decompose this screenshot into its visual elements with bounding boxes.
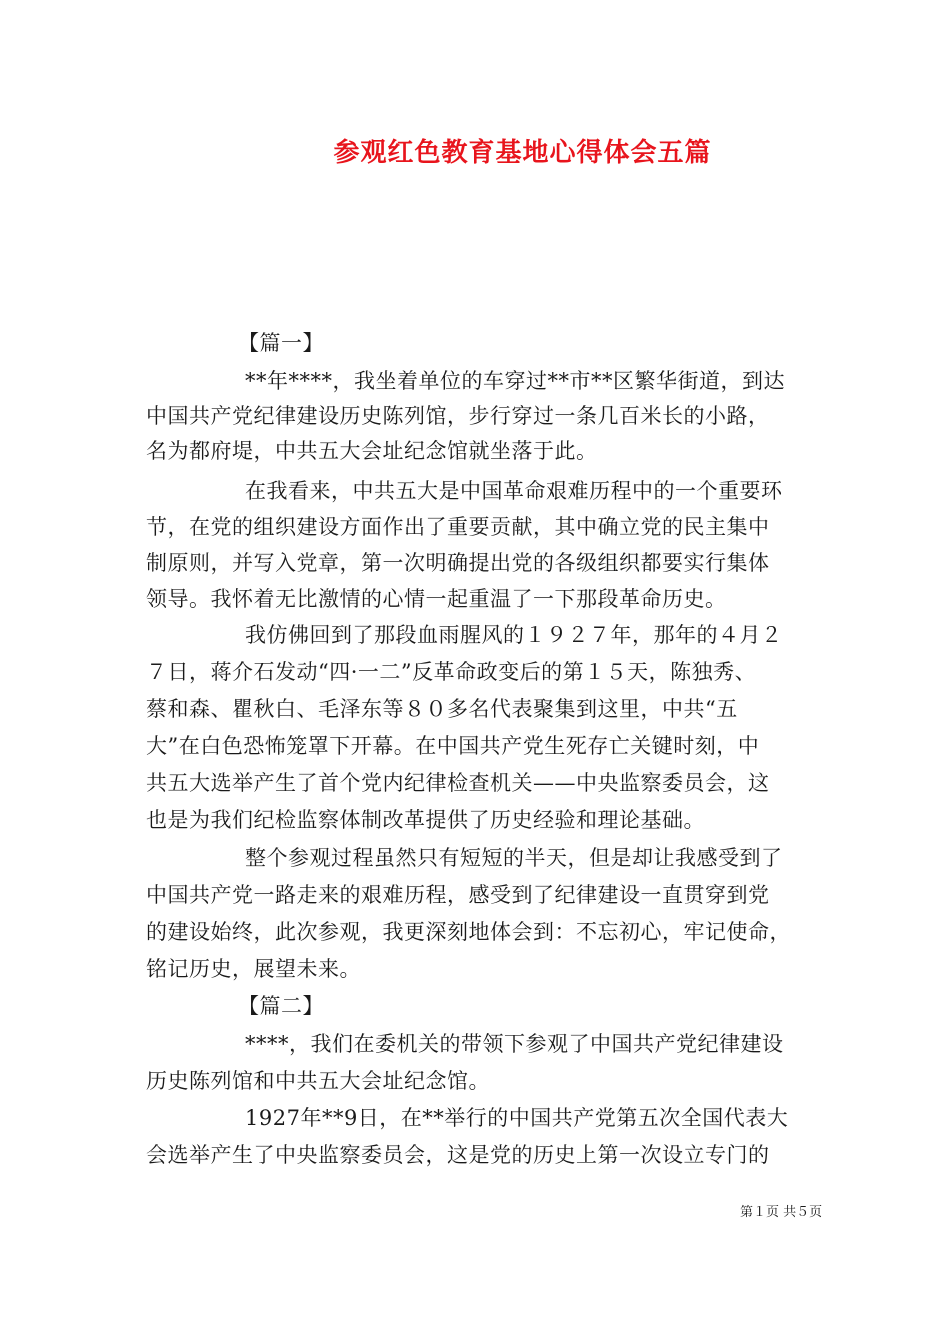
paragraph-line: 历史陈列馆和中共五大会址纪念馆。 (146, 1069, 490, 1093)
paragraph-line: 1927年**9日，在**举行的中国共产党第五次全国代表大 (245, 1106, 789, 1130)
paragraph-line: 整个参观过程虽然只有短短的半天，但是却让我感受到了 (245, 846, 783, 870)
paragraph-line: ７日，蒋介石发动“四·一二”反革命政变后的第１５天，陈独秀、 (146, 660, 757, 684)
paragraph-line: 节，在党的组织建设方面作出了重要贡献，其中确立党的民主集中 (146, 515, 770, 539)
paragraph-line: ****，我们在委机关的带领下参观了中国共产党纪律建设 (245, 1032, 784, 1056)
paragraph-line: 共五大选举产生了首个党内纪律检查机关——中央监察委员会，这 (146, 771, 770, 795)
paragraph-line: 领导。我怀着无比激情的心情一起重温了一下那段革命历史。 (146, 587, 727, 611)
paragraph-line: 蔡和森、瞿秋白、毛泽东等８０多名代表聚集到这里，中共“五 (146, 697, 738, 721)
paragraph-line: 铭记历史，展望未来。 (146, 957, 361, 981)
section-heading: 【篇一】 (238, 331, 324, 355)
paragraph-line: 的建设始终，此次参观，我更深刻地体会到：不忘初心，牢记使命， (146, 920, 791, 944)
paragraph-line: 制原则，并写入党章，第一次明确提出党的各级组织都要实行集体 (146, 551, 770, 575)
paragraph-line: **年****，我坐着单位的车穿过**市**区繁华街道，到达 (245, 369, 785, 393)
paragraph-line: 中国共产党一路走来的艰难历程，感受到了纪律建设一直贯穿到党 (146, 883, 770, 907)
section-heading: 【篇二】 (238, 994, 324, 1018)
paragraph-line: 中国共产党纪律建设历史陈列馆，步行穿过一条几百米长的小路， (146, 404, 770, 428)
document-title: 参观红色教育基地心得体会五篇 (333, 138, 712, 168)
paragraph-line: 名为都府堤，中共五大会址纪念馆就坐落于此。 (146, 439, 598, 463)
paragraph-line: 我仿佛回到了那段血雨腥风的１９２７年，那年的４月２ (245, 623, 783, 647)
paragraph-line: 会选举产生了中央监察委员会，这是党的历史上第一次设立专门的 (146, 1143, 770, 1167)
page-number: 第１页 共５页 (740, 1205, 823, 1220)
paragraph-line: 在我看来，中共五大是中国革命艰难历程中的一个重要环 (245, 479, 783, 503)
paragraph-line: 也是为我们纪检监察体制改革提供了历史经验和理论基础。 (146, 808, 705, 832)
paragraph-line: 大”在白色恐怖笼罩下开幕。在中国共产党生死存亡关键时刻，中 (146, 734, 760, 758)
